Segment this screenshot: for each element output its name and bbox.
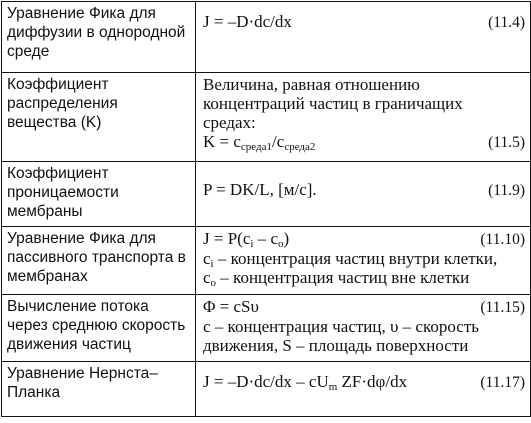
term-cell: Уравнение Нернста–Планка <box>2 362 196 417</box>
equation-number: (11.5) <box>488 134 525 151</box>
formula-cell <box>196 162 531 227</box>
description-text: – концентрация частиц внутри клетки, <box>213 249 498 268</box>
formula-cell <box>196 227 531 295</box>
equation-number: (11.9) <box>488 182 525 199</box>
description-line <box>203 249 525 268</box>
table-row <box>2 362 531 417</box>
equation-number: (11.15) <box>480 299 525 316</box>
description-line: c – концентрация частиц, υ – скорость <box>203 317 480 336</box>
term-cell: Вычисление потока через среднюю скорость движения частиц <box>2 295 196 362</box>
formula-line <box>203 12 525 32</box>
formula-line <box>203 297 525 317</box>
variable: c <box>203 268 211 287</box>
formula-part: J = –D·dc/dx – cU <box>203 372 329 391</box>
formula-cell <box>196 2 531 73</box>
description-line: движения, S – площадь поверхности <box>203 336 469 355</box>
variable: c <box>203 249 211 268</box>
formula-part: K = c <box>203 132 241 151</box>
formula-subscript: среда2 <box>284 141 316 153</box>
equation-number: (11.4) <box>488 14 525 31</box>
term-cell: Коэффициент распределения вещества (K) <box>2 73 196 162</box>
formula-subscript: m <box>328 381 338 393</box>
table-row <box>2 227 531 295</box>
term-cell: Уравнение Фика для пассивного транспорта в мембранах <box>2 227 196 295</box>
formula-line <box>203 229 525 249</box>
table-row <box>2 295 531 362</box>
description-line <box>203 268 525 287</box>
variable-subscript: i <box>210 258 214 270</box>
equation-number: (11.17) <box>480 374 525 391</box>
formula-part: /c <box>272 132 285 151</box>
formula-part: ZF·dφ/dx <box>337 372 408 391</box>
formula-cell <box>196 362 531 417</box>
formula <box>203 132 315 151</box>
formula-line <box>203 372 525 392</box>
formula-subscript: среда1 <box>240 141 273 153</box>
description-line: Величина, равная отношению <box>203 75 420 94</box>
formula: P = DK/L, [м/с]. <box>203 180 317 199</box>
formula: Φ = cSυ <box>203 297 259 316</box>
formula-subscript: o <box>277 238 284 250</box>
formula-cell <box>196 295 531 362</box>
formula <box>203 229 289 248</box>
formula-table <box>1 1 531 417</box>
formula-line <box>203 180 525 200</box>
table-row <box>2 73 531 162</box>
formula-cell <box>196 73 531 162</box>
formula-subscript: i <box>250 238 254 250</box>
formula-part: – c <box>253 229 278 248</box>
term-cell: Уравнение Фика для диффузии в однородной среде <box>2 2 196 73</box>
description-line: средах: <box>203 113 256 132</box>
description-line: концентраций частиц в граничащих <box>203 94 463 113</box>
formula-part: ) <box>283 229 290 248</box>
term-cell: Коэффициент проницаемости мембраны <box>2 162 196 227</box>
table-row <box>2 162 531 227</box>
formula-line <box>203 132 525 152</box>
formula-part: J = P(c <box>203 229 251 248</box>
formula <box>203 372 407 391</box>
description-text: – концентрация частиц вне клетки <box>216 268 470 287</box>
formula: J = –D·dc/dx <box>203 12 292 31</box>
equation-number: (11.10) <box>480 231 525 248</box>
variable-subscript: o <box>210 277 217 289</box>
table-row <box>2 2 531 73</box>
